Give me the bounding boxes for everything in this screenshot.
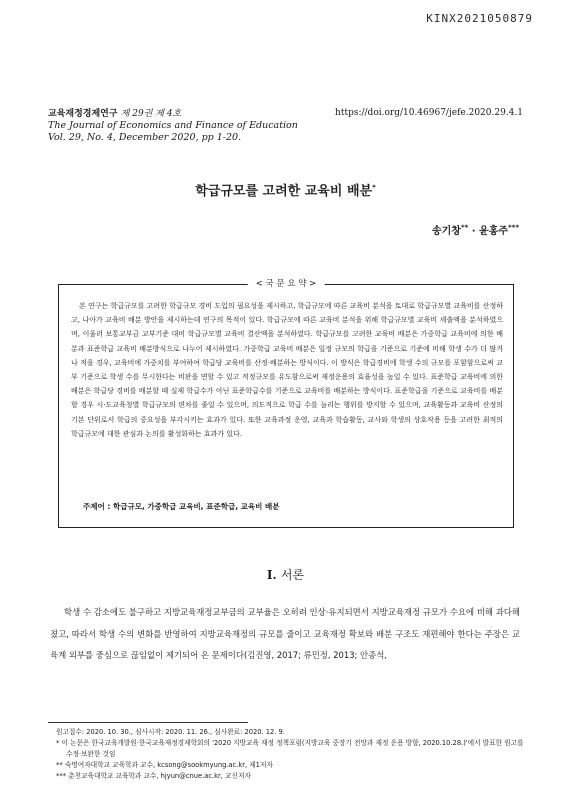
- footnote-divider: [48, 722, 248, 723]
- author-separator: ·: [468, 226, 480, 237]
- paper-title: [0, 180, 571, 199]
- journal-citation: Vol. 29, No. 4, December 2020, pp 1-20.: [48, 132, 242, 143]
- journal-name-korean: [48, 108, 348, 120]
- author-line: [432, 222, 519, 237]
- body-paragraph: 학생 수 감소에도 불구하고 지방교육재정교부금의 교부율은 오히려 인상·유지되면서 지방교육재정 규모가 수요에 비해 과다해졌고, 따라서 학생 수의 변화를 반영하여 지방교육재정의 규모를 줄이고 교육재정 확보와 배분 구조도 재편해야 한다는 주장은 교육계 외부를 중심으로 끊임없이 제기되어 온 문제이다(김진영, 2017; 류민정, 2013; 안종석,: [50, 607, 520, 660]
- paper-title-text: 학급규모를 고려한 교육비 배분: [195, 184, 373, 199]
- keywords-label: 주제어 :: [83, 502, 111, 511]
- title-footnote-mark: *: [372, 183, 376, 192]
- keywords-line: [83, 501, 280, 512]
- footnote-item: *** 춘천교육대학교 교육학과 교수, hjyun@cnue.ac.kr, 교신저자: [56, 772, 251, 780]
- journal-header: [48, 108, 348, 144]
- footnote-item: ** 숙명여자대학교 교육학과 교수, kcsong@sookmyung.ac.kr, 제1저자: [56, 761, 273, 769]
- journal-name-english: The Journal of Economics and Finance of Education: [48, 120, 298, 131]
- section-number: I.: [266, 568, 277, 582]
- section-heading: [0, 566, 571, 583]
- document-id: KINX2021050879: [426, 12, 533, 25]
- abstract-box: [58, 279, 514, 528]
- section-title: 서론: [280, 568, 305, 582]
- author-name: 윤홍주: [479, 226, 509, 237]
- abstract-label: < 국 문 요 약 >: [248, 277, 325, 289]
- abstract-text: 본 연구는 학급규모를 고려한 학급규모 경비 도입의 필요성을 제시하고, 학급규모에 따른 교육비 분석을 토대로 학급규모별 교육비를 산정하고, 나아가 교육비 배분 방안을 제시하는데 연구의 목적이 있다. 학급규모에 따른 교육비 분석을 위해 학급규모별 교육비 세출액을 분석하였으며, 이울러 보통교부금 교부기준 대비 학급규모별 교육비 결산액을 분석하였다. 학급규모를 고려한 교육비 배분은 가중학급 교육비에 의한 배분과 표준학급 교육비 배분방식으로 나누어 제시하였다. 가중학급 교육비 배분은 일정 규모의 학급을 기준으로 기준에 비해 학생 수가 더 많거나 적을 경우, 교육비에 가중치를 부여하여 학급당 교육비를 산정·배분하는 방식이다. 이 방식은 학급경비에 학생 수의 규모를 포함함으로써 교부 기준으로 학생 수를 무시한다는 비판을 면할 수 있고 적정규모를 유도함으로써 재정운용의 효율성을 높일 수 있다. 표준학급 교육비에 의한 배분은 학급당 경비를 배분할 때 실제 학급수가 아닌 표준학급수를 기준으로 교육비를 배분하는 방식이다. 표준학급을 기준으로 교육비를 배분할 경우 시·도교육청별 학급규모의 편차를 줄일 수 있으며, 의도적으로 학급 수를 늘리는 행위를 방지할 수 있으며, 교육활동과 교육비 산정의 기본 단위로서 학급의 중요성을 부각시키는 효과가 있다. 또한 교육과정 운영, 교육과 학습활동, 교사와 학생의 상호작용 등을 고려한 최적의 학급규모에 대한 관심과 논의를 활성화하는 효과가 있다.: [71, 302, 503, 438]
- doi-link[interactable]: https://doi.org/10.46967/jefe.2020.29.4.1: [335, 108, 523, 118]
- journal-name: 교육재정경제연구: [48, 109, 118, 119]
- footnotes: [56, 727, 526, 782]
- author-mark: **: [460, 223, 469, 232]
- journal-issue: 제 29권 제 4호: [120, 109, 182, 119]
- footnote-item: * 이 논문은 한국교육개발원·한국교육재정경제학회의 '2020 지방교육 재정 정책포럼(지방교육 중장기 전망과 재정 운용 방향, 2020.10.28.)'에서 발표한 원고를 수정·보완한 것임: [56, 739, 524, 758]
- author-mark: ***: [508, 223, 519, 232]
- author-name: 송기창: [431, 226, 461, 237]
- keywords-list: 학급규모, 가중학급 교육비, 표준학급, 교육비 배분: [112, 502, 280, 511]
- footnote-dates: 원고접수: 2020. 10. 30., 심사시작: 2020. 11. 26., 심사완료: 2020. 12. 9.: [56, 728, 285, 736]
